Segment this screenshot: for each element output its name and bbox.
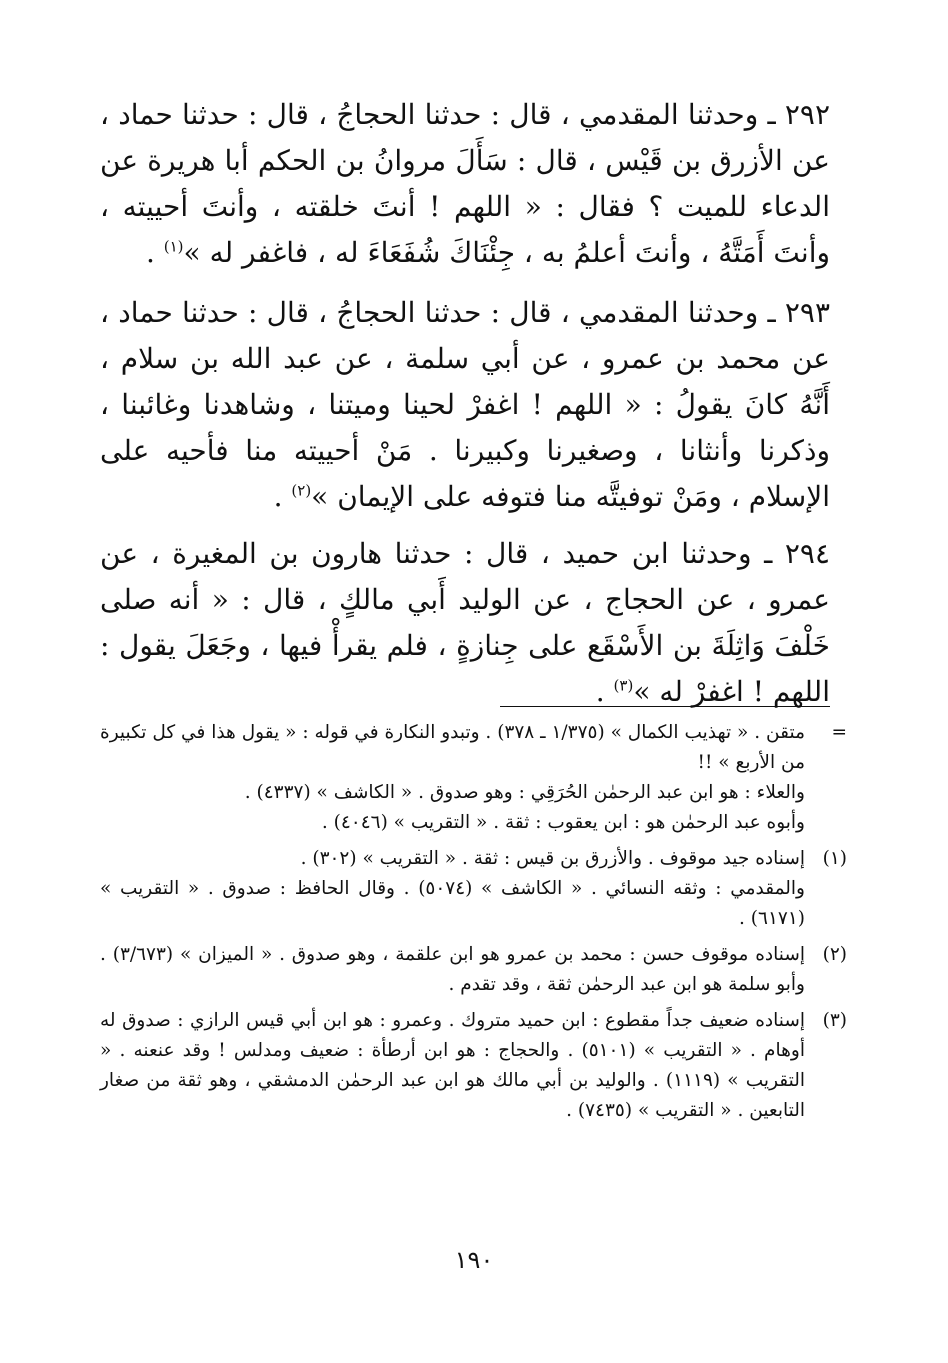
hadith-end: .: [145, 236, 164, 269]
hadith-paragraph: [100, 92, 830, 276]
footnote-paragraph: إسناده جيد موقوف . والأزرق بن قيس : ثقة . « التقريب » (٣٠٢) .: [300, 848, 805, 869]
footnote-3: [100, 1006, 847, 1126]
footnote-1: [100, 844, 847, 934]
hadith-text: ٢٩٣ ـ وحدثنا المقدمي ، قال : حدثنا الحجاجُ ، قال : حدثنا حماد ، عن محمد بن عمرو ، عن أبي سلمة ، عن عبد الله بن سلام ، أَنَّهُ كانَ يقولُ : « اللهم ! اغفرْ لحينا وميتنا ، وشاهدنا وغائبنا ، وذكرنا وأنثانا ، وصغيرنا وكبيرنا . مَنْ أحييته منا فأحيه على الإسلام ، ومَنْ توفيتَّه منا فتوفه على الإيمان »: [100, 296, 830, 513]
footnote-ref[interactable]: (١): [163, 237, 184, 256]
footnote-paragraph: وأبوه عبد الرحمٰن هو : ابن يعقوب : ثقة . « التقريب » (٤٠٤٦) .: [321, 812, 805, 833]
footnote-continuation: [100, 718, 847, 838]
footnote-paragraph: والعلاء : هو ابن عبد الرحمٰن الحُرَقِي : وهو صدوق . « الكاشف » (٤٣٣٧) .: [244, 782, 805, 803]
hadith-293: [100, 290, 830, 520]
footnote-paragraph: إسناده ضعيف جداً مقطوع : ابن حميد متروك . وعمرو : هو ابن أبي قيس الرازي : صدوق له أوهام . « التقريب » (٥١٠١) . والحجاج : هو ابن أرطأة : ضعيف ومدلس ! وقد عنعنه . « التقريب » (١١١٩) . والوليد بن أبي مالك هو ابن عبد الرحمٰن الدمشقي ، وهو ثقة من صغار التابعين . « التقريب » (٧٤٣٥) .: [100, 1010, 806, 1121]
hadith-paragraph: [100, 531, 830, 715]
footnote-marker: (٣): [822, 1010, 847, 1031]
hadith-paragraph: [100, 290, 830, 520]
footnote-paragraph: متقن . « تهذيب الكمال » (١/٣٧٥ ـ ٣٧٨) . وتبدو النكارة في قوله : « يقول هذا في كل تكبيرة من الأربع » !!: [100, 722, 805, 773]
hadith-end: .: [273, 480, 292, 513]
hadith-294: [100, 531, 830, 715]
footnote-paragraph: والمقدمي : وثقه النسائي . « الكاشف » (٥٠٧٤) . وقال الحافظ : صدوق . « التقريب » (٦١٧١) .: [100, 878, 805, 929]
hadith-text: ٢٩٢ ـ وحدثنا المقدمي ، قال : حدثنا الحجاجُ ، قال : حدثنا حماد ، عن الأزرق بن قَيْس ، قال : سَأَلَ مروانُ بن الحكم أبا هريرة عن الدعاء للميت ؟ فقال : « اللهم ! أنتَ خلقته ، وأنتَ أحييته ، وأنتَ أَمَتَّهُ ، وأنتَ أعلمُ به ، جِئْنَاكَ شُفَعَاءَ له ، فاغفر له »: [100, 98, 830, 269]
footnote-ref[interactable]: (٣): [613, 676, 634, 695]
footnote-ref[interactable]: (٢): [291, 481, 312, 500]
footnote-2: [100, 940, 847, 1000]
continuation-marker: =: [831, 722, 847, 743]
hadith-end: .: [595, 675, 614, 708]
footnote-paragraph: إسناده موقوف حسن : محمد بن عمرو هو ابن علقمة ، وهو صدوق . « الميزان » (٣/٦٧٣) . وأبو سلمة هو ابن عبد الرحمٰن ثقة ، وقد تقدم .: [100, 944, 805, 995]
footnote-marker: (١): [822, 848, 847, 869]
hadith-292: [100, 92, 830, 276]
footnotes-section: [100, 718, 847, 1132]
footnote-marker: (٢): [822, 944, 847, 965]
page-number: ١٩٠: [454, 1246, 494, 1274]
hadith-text: ٢٩٤ ـ وحدثنا ابن حميد ، قال : حدثنا هارون بن المغيرة ، عن عمرو ، عن الحجاج ، عن الوليد أَبي مالكٍ ، قال : « أنه صلى خَلْفَ وَاثِلَةَ بن الأَسْقَع على جِنازةٍ ، فلم يقرأْ فيها ، وجَعَلَ يقول : اللهم ! اغفرْ له »: [100, 537, 830, 708]
footnote-separator: [500, 706, 830, 707]
